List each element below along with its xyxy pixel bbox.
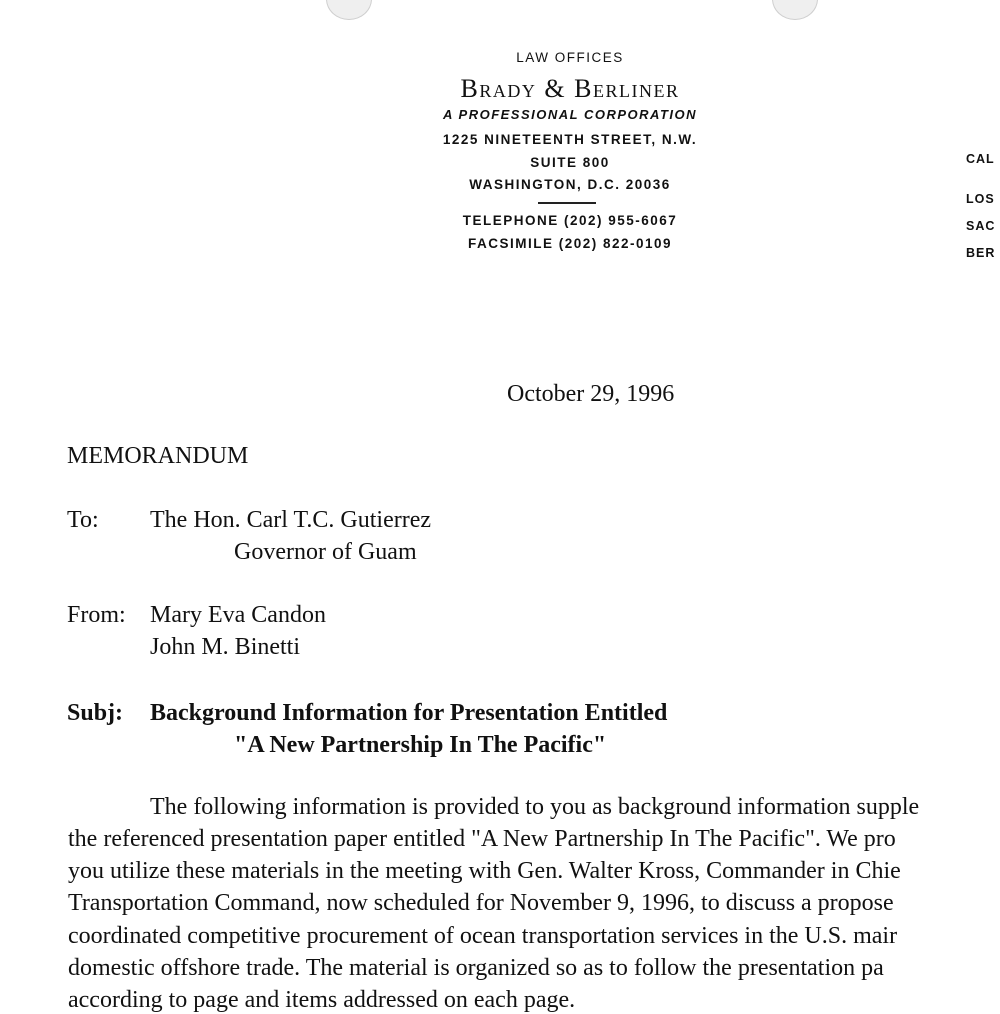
body-line-6: domestic offshore trade. The material is organized so as to follow the presentation pa (68, 955, 884, 981)
body-line-2: the referenced presentation paper entitled "A New Partnership In The Pacific". We pro (68, 826, 896, 852)
to-recipient-name: The Hon. Carl T.C. Gutierrez (150, 507, 432, 533)
letterhead-divider (538, 202, 596, 204)
side-office-2: LOS (966, 192, 995, 206)
from-label: From: (67, 602, 126, 628)
firm-address-suite: SUITE 800 (530, 155, 610, 170)
firm-name: Brady & Berliner (460, 74, 680, 103)
from-sender-1: Mary Eva Candon (150, 602, 326, 628)
from-sender-2: John M. Binetti (150, 634, 301, 660)
subj-label: Subj: (67, 700, 124, 726)
punch-hole-left (326, 0, 372, 20)
firm-address-street: 1225 NINETEENTH STREET, N.W. (442, 132, 698, 147)
side-office-3: SAC (966, 219, 996, 233)
body-line-1: The following information is provided to you as background information supple (150, 794, 920, 820)
to-label: To: (67, 507, 99, 533)
memo-date: October 29, 1996 (507, 381, 675, 407)
firm-address-city: WASHINGTON, D.C. 20036 (469, 177, 671, 192)
body-line-7: according to page and items addressed on each page. (68, 987, 576, 1013)
firm-facsimile: FACSIMILE (202) 822-0109 (467, 236, 673, 251)
firm-corporation: A PROFESSIONAL CORPORATION (443, 107, 697, 122)
subject-line-1: Background Information for Presentation Entitled (150, 700, 668, 726)
side-office-1: CAL (966, 152, 995, 166)
law-offices-label: LAW OFFICES (516, 50, 624, 65)
subject-line-2: "A New Partnership In The Pacific" (234, 732, 607, 758)
memo-heading: MEMORANDUM (67, 443, 249, 469)
body-line-4: Transportation Command, now scheduled for November 9, 1996, to discuss a propose (68, 890, 894, 916)
body-line-3: you utilize these materials in the meeting with Gen. Walter Kross, Commander in Chie (68, 858, 901, 884)
body-line-5: coordinated competitive procurement of ocean transportation services in the U.S. mair (68, 923, 898, 949)
punch-hole-right (772, 0, 818, 20)
side-office-4: BER (966, 246, 996, 260)
to-recipient-title: Governor of Guam (234, 539, 417, 565)
firm-telephone: TELEPHONE (202) 955-6067 (462, 213, 678, 228)
